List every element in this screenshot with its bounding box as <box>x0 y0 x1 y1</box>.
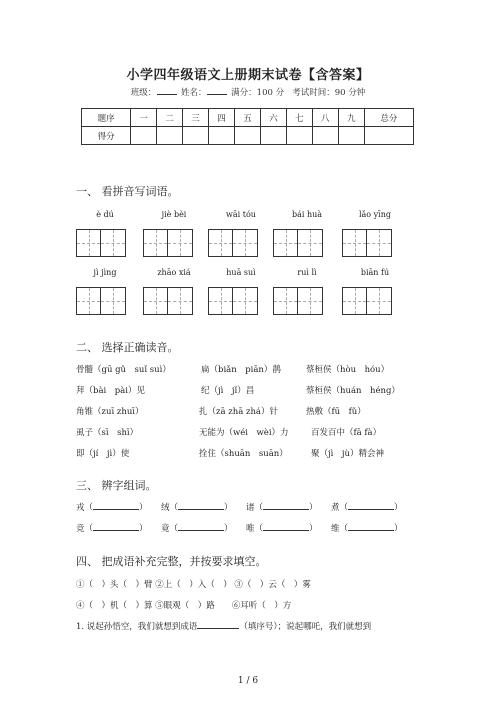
page-title: 小学四年级语文上册期末试卷【含答案】 <box>126 68 370 83</box>
writing-box[interactable] <box>143 287 193 315</box>
score-header-row <box>82 109 414 127</box>
score-cell[interactable] <box>234 127 260 145</box>
score-cell[interactable] <box>260 127 286 145</box>
score-cell[interactable] <box>183 127 209 145</box>
score-header-cell: 六 <box>260 109 286 127</box>
idiom-line-1: ①（ ）头（ ）臂 ②上（ ）入（ ） ③（ ）云（ ）雾 <box>76 580 311 590</box>
score-header-cell: 题序 <box>82 109 131 127</box>
word-item <box>161 522 233 534</box>
pinyin-label: zhāo xiá <box>157 268 191 277</box>
score-header-cell: 八 <box>312 109 338 127</box>
bracket-close: ） <box>224 524 233 534</box>
reading-item: 即（jí jì）使 <box>76 449 130 459</box>
score-header-cell: 二 <box>157 109 183 127</box>
word-item <box>331 522 403 534</box>
reading-item: 拜（bài pài）见 <box>76 386 145 396</box>
pinyin-label: huā suì <box>226 268 256 277</box>
idiom-line-2: ④（ ）机（ ）算 ⑤眼观（ ）路 ⑥耳听（ ）方 <box>76 601 292 611</box>
reading-item: 角锥（zuī zhuī） <box>76 407 144 417</box>
score-header-cell: 一 <box>131 109 157 127</box>
score-header-cell: 四 <box>209 109 235 127</box>
word-item <box>331 501 403 513</box>
score-table <box>81 108 414 145</box>
answer-blank[interactable] <box>348 501 394 510</box>
pinyin-label: jiè bèi <box>161 210 187 219</box>
score-cell[interactable] <box>338 127 364 145</box>
word-char: 唯（ <box>246 524 264 534</box>
word-item <box>246 501 318 513</box>
answer-blank[interactable] <box>93 501 139 510</box>
reading-item: 蔡桓侯（huán héng） <box>306 386 400 396</box>
writing-box[interactable] <box>273 229 323 257</box>
reading-item: 扎（zā zhā zhá）针 <box>199 407 278 417</box>
score-header-cell: 三 <box>183 109 209 127</box>
pinyin-label: bái huà <box>291 210 323 219</box>
name-label: 姓名： <box>180 88 207 98</box>
writing-box[interactable] <box>76 229 126 257</box>
pinyin-label: lǎo yīng <box>358 210 392 219</box>
writing-box[interactable] <box>342 229 392 257</box>
section-3-heading: 三、 辨字组词。 <box>76 479 157 492</box>
word-char: 煮（ <box>331 503 349 513</box>
bracket-close: ） <box>224 503 233 513</box>
bracket-close: ） <box>139 524 148 534</box>
score-value-row <box>82 127 414 145</box>
class-label: 班级： <box>130 88 157 98</box>
section-2-heading: 二、 选择正确读音。 <box>76 341 179 354</box>
score-cell[interactable] <box>157 127 183 145</box>
word-char: 诸（ <box>246 503 264 513</box>
score-cell[interactable] <box>364 127 413 145</box>
score-cell[interactable] <box>209 127 235 145</box>
word-char: 维（ <box>331 524 349 534</box>
reading-item: 蔡桓侯（hòu hóu） <box>306 365 390 375</box>
reading-item: 无能为（wéi wèi）力 <box>199 428 289 438</box>
reading-item: 拴住（shuān suān） <box>199 449 288 459</box>
writing-box[interactable] <box>342 287 392 315</box>
score-cell[interactable] <box>286 127 312 145</box>
score-header-cell: 总分 <box>364 109 413 127</box>
reading-item: 骨髓（gū gǔ suǐ suì） <box>76 365 171 375</box>
score-header-cell: 七 <box>286 109 312 127</box>
pinyin-label: è dú <box>96 210 114 219</box>
reading-item: 聚（jì jù）精会神 <box>311 449 384 459</box>
score-header-cell: 九 <box>338 109 364 127</box>
writing-box[interactable] <box>143 229 193 257</box>
word-item <box>76 522 148 534</box>
answer-blank[interactable] <box>178 522 224 531</box>
score-row-label: 得分 <box>82 127 131 145</box>
word-char: 竞（ <box>76 524 94 534</box>
section-1-heading: 一、 看拼音写词语。 <box>76 185 179 198</box>
pinyin-label: ruì lì <box>297 268 317 277</box>
full-score: 满分：100 分 <box>231 88 285 98</box>
answer-blank[interactable] <box>263 522 309 531</box>
reading-item: 百发百中（fā fà） <box>311 428 382 438</box>
class-blank[interactable] <box>157 86 177 95</box>
page-number: 1 / 6 <box>237 676 259 686</box>
bracket-close: ） <box>394 524 403 534</box>
word-item <box>246 522 318 534</box>
bracket-close: ） <box>309 503 318 513</box>
exam-time: 考试时间：90 分钟 <box>292 88 366 98</box>
bracket-close: ） <box>309 524 318 534</box>
answer-blank[interactable] <box>93 522 139 531</box>
score-header-cell: 五 <box>234 109 260 127</box>
exam-info <box>0 86 496 98</box>
answer-blank[interactable] <box>263 501 309 510</box>
score-cell[interactable] <box>312 127 338 145</box>
word-item <box>161 501 233 513</box>
pinyin-label: biān fú <box>360 268 390 277</box>
word-char: 竟（ <box>161 524 179 534</box>
question-text-cont: （填序号）；说起哪吒，我们就想到 <box>239 622 372 632</box>
word-item <box>76 501 148 513</box>
writing-box[interactable] <box>76 287 126 315</box>
writing-box[interactable] <box>208 287 258 315</box>
reading-item: 虱子（sī shī） <box>76 428 139 438</box>
answer-blank[interactable] <box>348 522 394 531</box>
section-4-heading: 四、 把成语补充完整，并按要求填空。 <box>76 555 267 568</box>
bracket-close: ） <box>139 503 148 513</box>
pinyin-label: wāi tóu <box>226 210 256 219</box>
writing-box[interactable] <box>273 287 323 315</box>
reading-item: 热敷（fū fǔ） <box>306 407 366 417</box>
reading-item: 扁（biǎn piān）鹊 <box>201 365 281 375</box>
pinyin-label: jì jìng <box>93 268 117 277</box>
score-cell[interactable] <box>131 127 157 145</box>
word-char: 绒（ <box>161 503 179 513</box>
question-text: 1. 说起孙悟空，我们就想到成语 <box>76 622 198 632</box>
question-line <box>76 620 371 632</box>
reading-item: 纪（jì jǐ）昌 <box>201 386 255 396</box>
answer-blank[interactable] <box>178 501 224 510</box>
bracket-close: ） <box>394 503 403 513</box>
writing-box[interactable] <box>208 229 258 257</box>
name-blank[interactable] <box>207 86 227 95</box>
word-char: 戎（ <box>76 503 94 513</box>
answer-blank[interactable] <box>197 620 239 629</box>
